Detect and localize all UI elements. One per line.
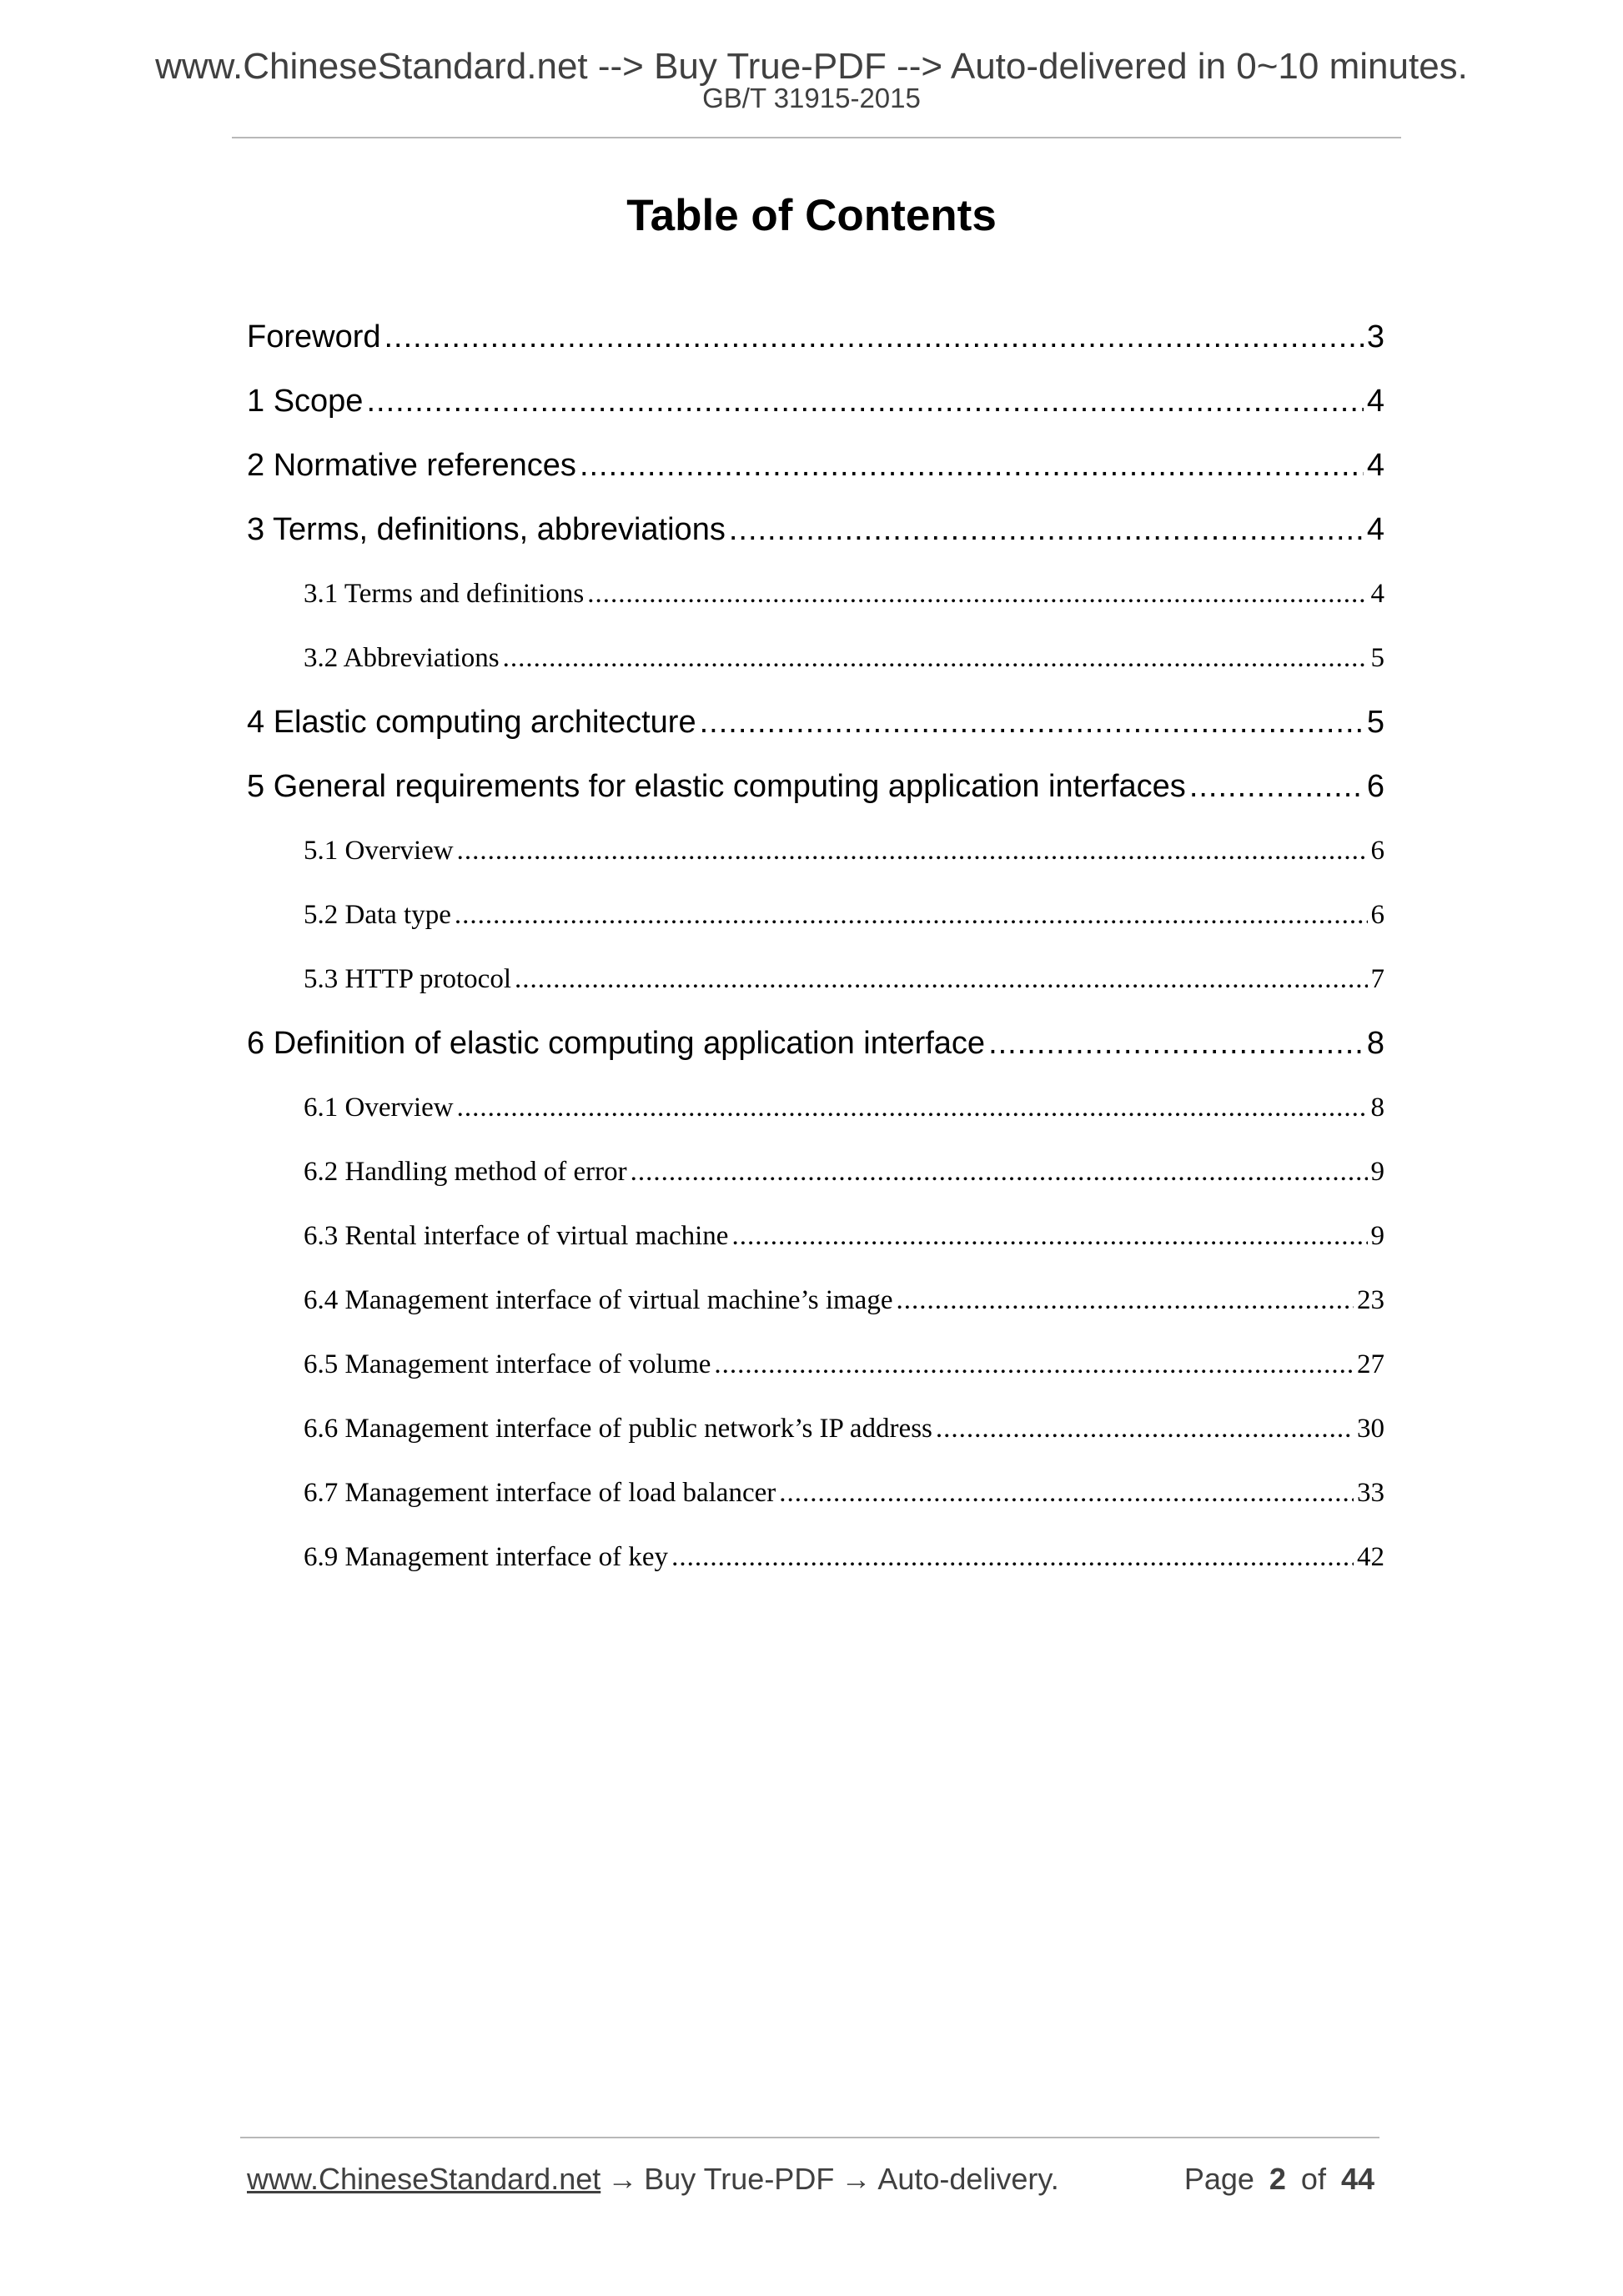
toc-entry-page: 4: [1366, 448, 1384, 483]
toc-entry-general-requirements[interactable]: [247, 763, 1384, 810]
dot-leader: [779, 1472, 1354, 1514]
toc-entry-architecture[interactable]: [247, 699, 1384, 746]
footer-delivery-text: Auto-delivery.: [877, 2162, 1059, 2196]
dot-leader: [457, 830, 1368, 872]
page-footer: [247, 2158, 1384, 2200]
toc-entry-page: 42: [1357, 1542, 1384, 1572]
dot-leader: [587, 573, 1367, 615]
total-pages: 44: [1340, 2162, 1374, 2196]
of-word: of: [1300, 2162, 1326, 2196]
toc-entry-label: 6.6 Management interface of public network’s IP address: [304, 1414, 932, 1444]
toc-entry-data-type[interactable]: [304, 894, 1384, 936]
toc-entry-label: 6.5 Management interface of volume: [304, 1349, 711, 1379]
toc-entry-label: 6.4 Management interface of virtual machine’s image: [304, 1285, 893, 1315]
toc-entry-scope[interactable]: [247, 378, 1384, 425]
toc-entry-load-balancer[interactable]: [304, 1472, 1384, 1514]
toc-entry-label: 3 Terms, definitions, abbreviations: [247, 512, 726, 547]
toc-entry-normative-references[interactable]: [247, 442, 1384, 489]
toc-entry-page: 7: [1370, 964, 1384, 994]
dot-leader: [700, 699, 1364, 746]
dot-leader: [503, 637, 1368, 679]
toc-entry-page: 4: [1366, 512, 1384, 547]
toc-entry-volume[interactable]: [304, 1344, 1384, 1385]
toc-entry-page: 8: [1370, 1093, 1384, 1123]
toc-entry-label: 5 General requirements for elastic computing application interfaces: [247, 769, 1186, 804]
footer-divider: [240, 2137, 1379, 2138]
arrow-right-icon: →: [841, 2162, 872, 2196]
dot-leader: [515, 958, 1368, 1000]
toc-entry-page: 5: [1366, 705, 1384, 740]
toc-entry-page: 9: [1370, 1221, 1384, 1251]
dot-leader: [671, 1536, 1354, 1578]
toc-entry-page: 30: [1357, 1414, 1384, 1444]
toc-entry-vm-image[interactable]: [304, 1279, 1384, 1321]
toc-entry-label: 4 Elastic computing architecture: [247, 705, 696, 740]
toc-entry-http-protocol[interactable]: [304, 958, 1384, 1000]
toc-entry-foreword[interactable]: [247, 314, 1384, 360]
toc-entry-overview-6-1[interactable]: [304, 1087, 1384, 1128]
toc-entry-label: 6.1 Overview: [304, 1093, 454, 1123]
toc-entry-page: 33: [1357, 1478, 1384, 1508]
page-number: [1184, 2158, 1374, 2200]
toc-entry-overview-5-1[interactable]: [304, 830, 1384, 872]
toc-entry-page: 8: [1366, 1026, 1384, 1061]
dot-leader: [988, 1020, 1364, 1067]
dot-leader: [580, 442, 1364, 489]
dot-leader: [455, 894, 1368, 936]
current-page: 2: [1269, 2162, 1286, 2196]
toc-entry-page: 4: [1370, 579, 1384, 609]
toc-entry-page: 4: [1366, 384, 1384, 419]
toc-entry-public-ip[interactable]: [304, 1408, 1384, 1449]
toc-entry-page: 5: [1370, 643, 1384, 673]
toc-entry-label: 6 Definition of elastic computing application interface: [247, 1026, 986, 1061]
toc-entry-label: 5.2 Data type: [304, 900, 451, 930]
toc-entry-terms[interactable]: [247, 506, 1384, 553]
toc-entry-page: 27: [1357, 1349, 1384, 1379]
toc-entry-page: 3: [1366, 319, 1384, 354]
toc-entry-page: 9: [1370, 1157, 1384, 1187]
footer-buy-text: Buy True-PDF: [644, 2162, 835, 2196]
toc-entry-label: 3.2 Abbreviations: [304, 643, 500, 673]
toc-entry-label: 5.1 Overview: [304, 836, 454, 866]
footer-site-link[interactable]: www.ChineseStandard.net: [247, 2162, 601, 2196]
toc-entry-vm-rental[interactable]: [304, 1215, 1384, 1257]
document-code: GB/T 31915-2015: [702, 83, 921, 113]
footer-promo: [247, 2158, 1059, 2200]
toc-entry-terms-and-definitions[interactable]: [304, 573, 1384, 615]
toc-entry-page: 6: [1366, 769, 1384, 804]
toc-entry-label: 6.3 Rental interface of virtual machine: [304, 1221, 729, 1251]
toc-entry-label: 5.3 HTTP protocol: [304, 964, 511, 994]
dot-leader: [714, 1344, 1354, 1385]
toc-entry-label: 3.1 Terms and definitions: [304, 579, 585, 609]
header-divider: [232, 137, 1401, 138]
toc-entry-interface-definition[interactable]: [247, 1020, 1384, 1067]
dot-leader: [731, 1215, 1367, 1257]
toc-entry-page: 23: [1357, 1285, 1384, 1315]
toc-entry-key[interactable]: [304, 1536, 1384, 1578]
top-banner: www.ChineseStandard.net --> Buy True-PDF --> Auto-delivered in 0~10 minutes.: [155, 46, 1468, 87]
toc-entry-page: 6: [1370, 836, 1384, 866]
toc-entry-label: 1 Scope: [247, 384, 364, 419]
dot-leader: [936, 1408, 1354, 1449]
toc-entry-label: 6.7 Management interface of load balancer: [304, 1478, 776, 1508]
page-word: Page: [1183, 2162, 1254, 2196]
dot-leader: [896, 1279, 1354, 1321]
toc-entry-label: Foreword: [247, 319, 381, 354]
dot-leader: [366, 378, 1363, 425]
toc-entry-error-handling[interactable]: [304, 1151, 1384, 1193]
toc-entry-label: 2 Normative references: [247, 448, 576, 483]
arrow-right-icon: →: [607, 2162, 638, 2196]
toc-entry-page: 6: [1370, 900, 1384, 930]
toc-entry-label: 6.9 Management interface of key: [304, 1542, 669, 1572]
dot-leader: [1189, 763, 1364, 810]
dot-leader: [729, 506, 1364, 553]
dot-leader: [457, 1087, 1368, 1128]
dot-leader: [631, 1151, 1368, 1193]
toc-entry-abbreviations[interactable]: [304, 637, 1384, 679]
toc-title: Table of Contents: [626, 191, 997, 240]
dot-leader: [384, 314, 1364, 360]
toc-entry-label: 6.2 Handling method of error: [304, 1157, 627, 1187]
